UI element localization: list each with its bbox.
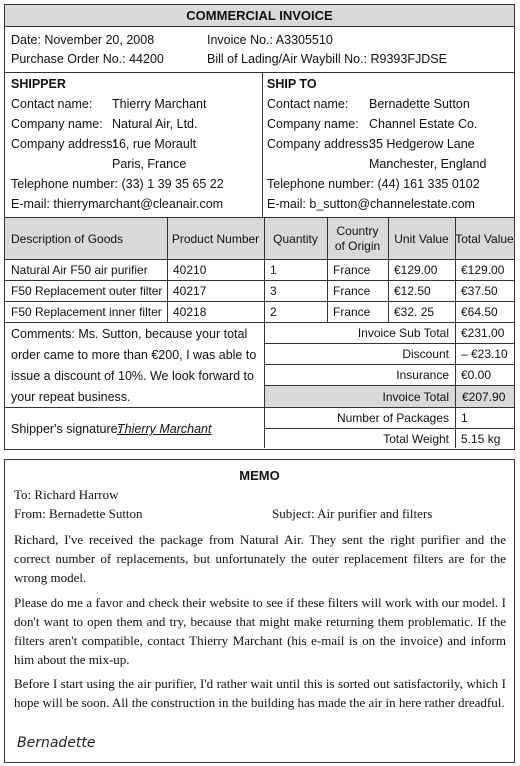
memo-title: MEMO: [239, 468, 280, 483]
shipper-address-line2: Paris, France: [112, 157, 187, 171]
item-unit-value: €12.50: [394, 284, 431, 298]
shipper-phone: Telephone number: (33) 1 39 35 65 22: [11, 177, 224, 191]
header-quantity: Quantity: [273, 231, 318, 246]
invoice-total-value: €207.90: [456, 386, 514, 407]
item-product-number: 40218: [173, 305, 207, 319]
item-product-number: 40217: [173, 284, 207, 298]
header-total-value: Total Value: [455, 231, 514, 246]
subtotal-label: Invoice Sub Total: [357, 326, 449, 340]
ship-to-phone: Telephone number: (44) 161 335 0102: [267, 177, 480, 191]
memo-subject: Subject: Air purifier and filters: [272, 506, 433, 521]
insurance-label: Insurance: [396, 368, 449, 382]
ship-to-company-label: Company name:: [267, 117, 359, 131]
weight-value: 5.15 kg: [461, 432, 501, 446]
header-description: Description of Goods: [11, 231, 124, 246]
goods-table-header: [5, 218, 514, 259]
shipper-email: E-mail: thierrymarchant@cleanair.com: [11, 197, 224, 211]
ship-to-contact-label: Contact name:: [267, 97, 349, 111]
invoice-date: Date: November 20, 2008: [11, 33, 155, 47]
comments-line: your repeat business.: [11, 390, 131, 404]
item-product-number: 40210: [173, 263, 207, 277]
ship-to-email: E-mail: b_sutton@channelestate.com: [267, 197, 475, 211]
memo-from: From: Bernadette Sutton: [14, 506, 143, 521]
waybill-number: Bill of Lading/Air Waybill No.: R9393FJDSE: [207, 52, 447, 66]
item-description: F50 Replacement outer filter: [11, 284, 163, 298]
shipper-contact: Thierry Marchant: [112, 97, 207, 111]
item-country: France: [333, 263, 371, 277]
ship-to-address-line2: Manchester, England: [369, 157, 487, 171]
shipper-heading: SHIPPER: [11, 77, 66, 91]
item-country: France: [333, 284, 371, 298]
memo: [4, 459, 515, 763]
item-quantity: 3: [270, 284, 277, 298]
discount-label: Discount: [402, 347, 449, 361]
memo-paragraph-1: Richard, I've received the package from Natural Air. They sent the right purifier and the correct number of replacements, but unfortunately the outer replacement filters are for the wrong model.: [14, 532, 506, 585]
subtotal-value: €231.00: [461, 326, 505, 340]
memo-to: To: Richard Harrow: [14, 487, 119, 502]
memo-paragraph-3: Before I start using the air purifier, I'd rather wait until this is sorted out satisfactorily, which I hope will be soon. All the construction in the building has made the air in here rather dreadful.: [14, 676, 506, 710]
purchase-order-number: Purchase Order No.: 44200: [11, 52, 164, 66]
item-unit-value: €129.00: [394, 263, 438, 277]
ship-to-address-line1: 35 Hedgerow Lane: [369, 137, 475, 151]
header-unit-value: Unit Value: [394, 231, 449, 246]
memo-paragraph-2: Please do me a favor and check their website to see if these filters will work with our model. I don't want to open them and try, because that might make returning them problematic. If the filters aren't compatible, contact Thierry Marchant (his e-mail is on the invoice) and inform him about the mix-up.: [14, 595, 506, 667]
invoice-title: COMMERCIAL INVOICE: [5, 5, 514, 27]
packages-label: Number of Packages: [336, 411, 449, 425]
insurance-value: €0.00: [461, 368, 492, 382]
item-quantity: 1: [270, 263, 277, 277]
invoice-number: Invoice No.: A3305510: [207, 33, 333, 47]
invoice-total-label: Invoice Total: [265, 386, 455, 407]
weight-label: Total Weight: [383, 432, 449, 446]
shipper-address-line1: 16, rue Morault: [112, 137, 197, 151]
memo-signature: Bernadette: [17, 735, 96, 751]
header-country-of-origin: Country of Origin: [334, 223, 381, 253]
discount-value: – €23.10: [461, 347, 508, 361]
comments-line: Comments: Ms. Sutton, because your total: [11, 327, 248, 341]
shipper-signature-label: Shipper's signature:: [11, 422, 122, 436]
shipper-company: Natural Air, Ltd.: [112, 117, 198, 131]
shipper-contact-label: Contact name:: [11, 97, 93, 111]
comments-line: order came to more than €200, I was able to: [11, 348, 257, 362]
ship-to-company: Channel Estate Co.: [369, 117, 478, 131]
item-total-value: €129.00: [461, 263, 505, 277]
item-total-value: €64.50: [461, 305, 498, 319]
packages-value: 1: [461, 411, 468, 425]
shipper-signature: Thierry Marchant: [117, 422, 212, 436]
item-total-value: €37.50: [461, 284, 498, 298]
commercial-invoice: [4, 4, 515, 450]
comments-line: issue a discount of 10%. We look forward to: [11, 369, 254, 383]
item-quantity: 2: [270, 305, 277, 319]
shipper-company-label: Company name:: [11, 117, 103, 131]
shipper-address-label: Company address:: [11, 137, 116, 151]
item-unit-value: €32. 25: [394, 305, 435, 319]
item-country: France: [333, 305, 371, 319]
item-description: F50 Replacement inner filter: [11, 305, 162, 319]
ship-to-heading: SHIP TO: [267, 77, 317, 91]
header-product-number: Product Number: [171, 231, 260, 246]
item-description: Natural Air F50 air purifier: [11, 263, 148, 277]
ship-to-address-label: Company address:: [267, 137, 372, 151]
ship-to-contact: Bernadette Sutton: [369, 97, 470, 111]
